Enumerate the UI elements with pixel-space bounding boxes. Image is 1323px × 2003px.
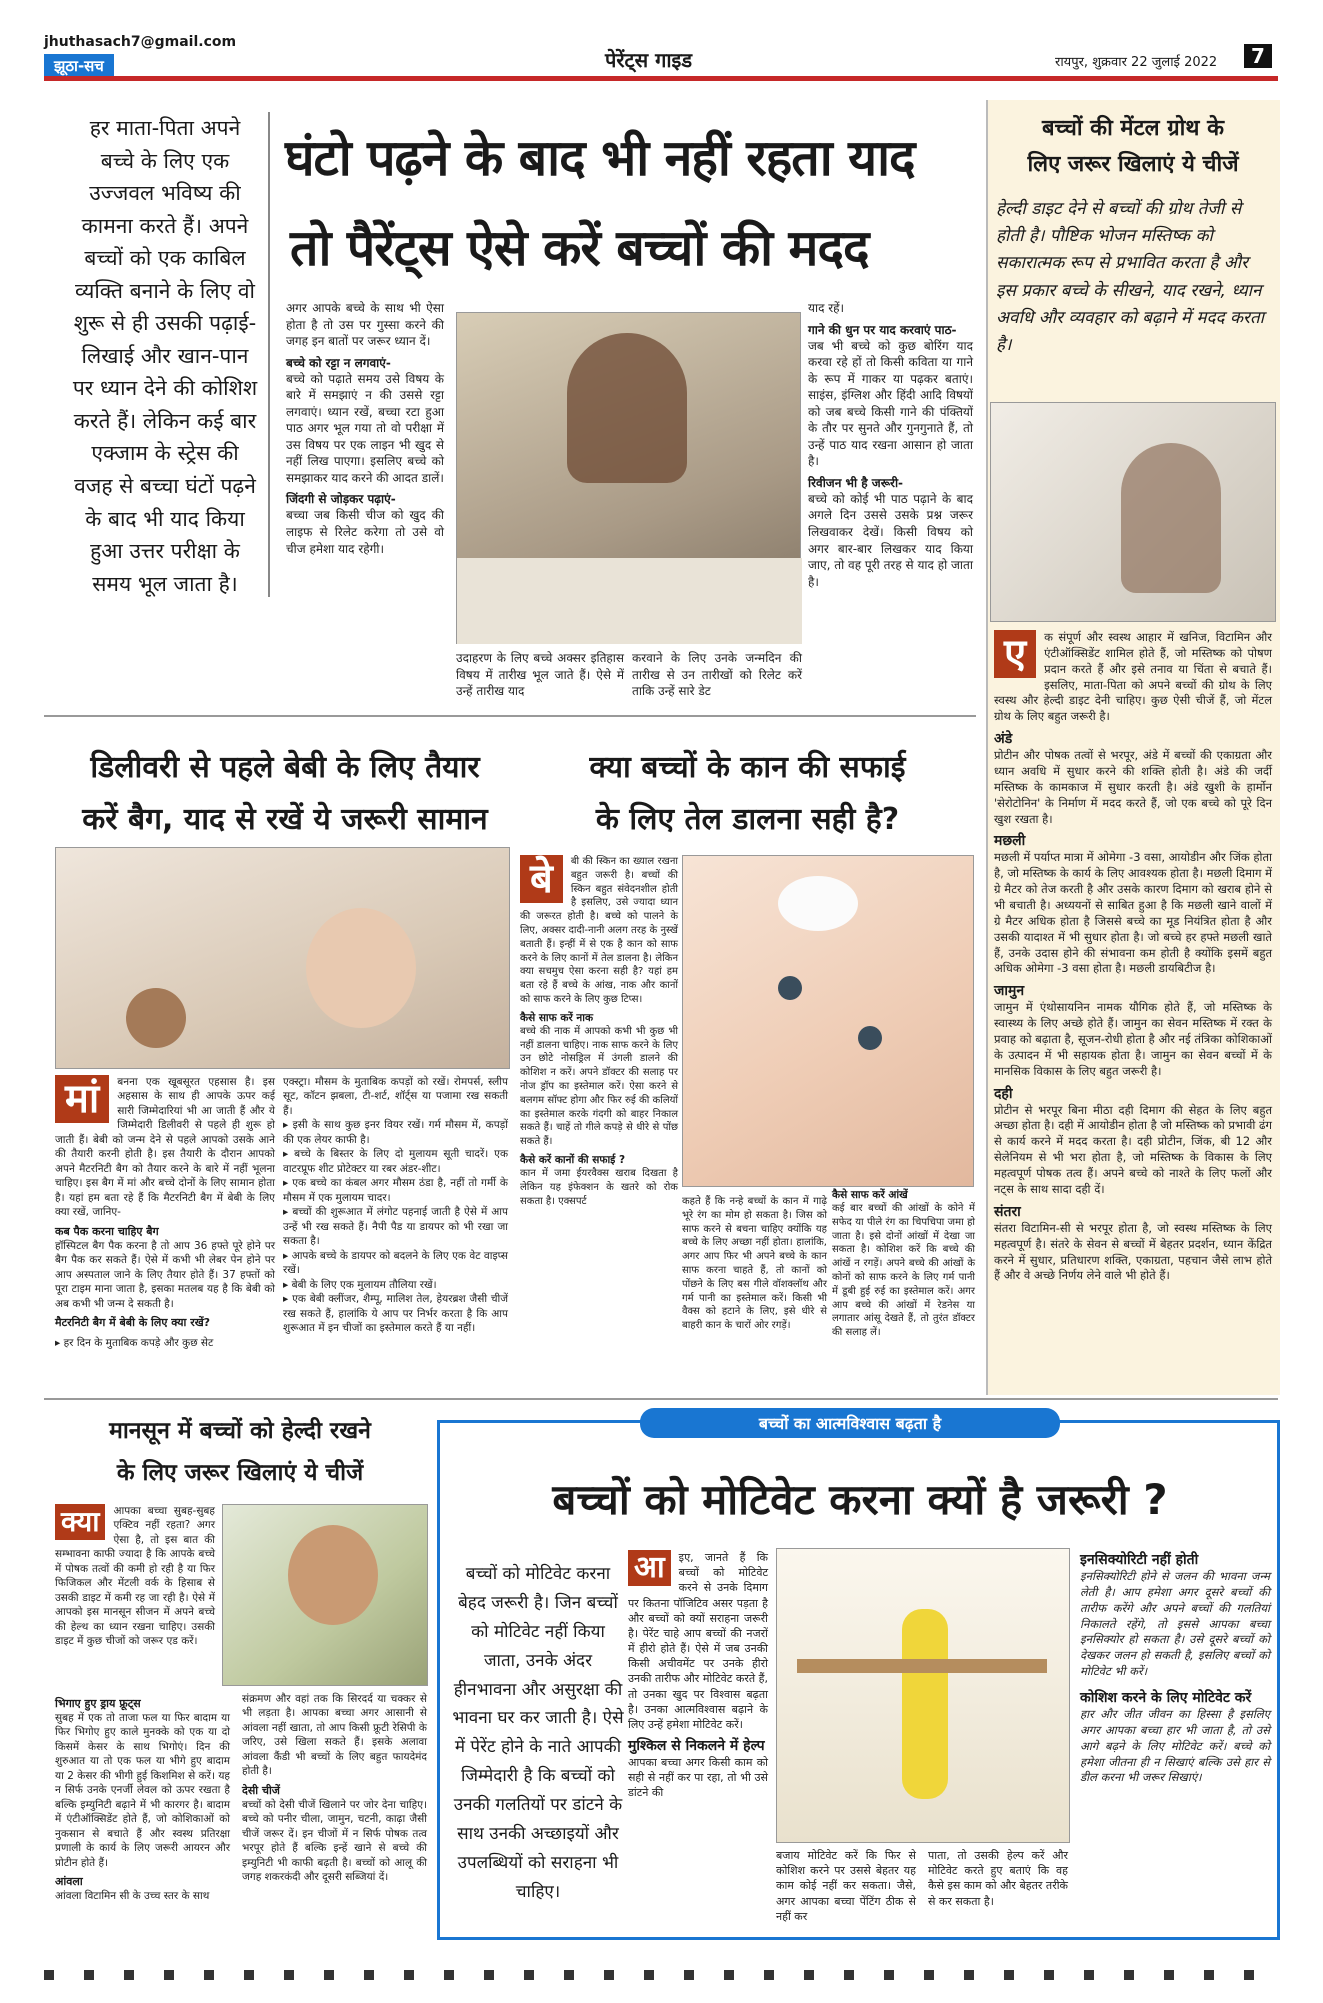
dropcap: आ bbox=[628, 1550, 671, 1586]
subheading: भिगाए हुए ड्राय फ्रूट्स bbox=[55, 1697, 141, 1710]
motivate-col-1 bbox=[628, 1550, 768, 1801]
ear-col-3 bbox=[832, 1188, 975, 1340]
subheading: मैटरनिटी बैग में बेबी के लिए क्या रखें? bbox=[55, 1316, 211, 1330]
monsoon-col-1 bbox=[55, 1504, 270, 1649]
footer-registration-bar bbox=[44, 1970, 1278, 1980]
dropcap: क्या bbox=[55, 1504, 105, 1540]
mental-body bbox=[994, 630, 1272, 1284]
paragraph: मछली में पर्याप्त मात्रा में ओमेगा -3 वसा, आयोडीन और जिंक होता है, जो मस्तिष्क के कार्य के लिए आवश्यक होता है। मछली दिमाग में ग्रे मैटर को तेज करती है और उसके कारण दिमाग को खराब होने से भी बचाती है। अध्ययनों से साबित हुआ है कि मछली खाने वालों में ग्रे मैटर अधिक होता है जिससे बच्चे का मूड नियंत्रित होता है और उसकी यादाश्त में भी सुधार होता है। जो बच्चे हर हफ्ते मछली खाते हैं, उनके उदास होने की संभावना कम होती है क्योंकि इसमें बहुत अधिक ओमेगा -3 वसा होता है। मछली डायबिटीज है। bbox=[994, 850, 1272, 976]
subheading: कब पैक करना चाहिए बैग bbox=[55, 1224, 159, 1238]
photo-desk bbox=[457, 558, 802, 644]
monsoon-headline-2: के लिए जरूर खिलाएं ये चीजें bbox=[116, 1460, 364, 1486]
mental-intro: हेल्दी डाइट देने से बच्चों की ग्रोथ तेजी से होती है। पौष्टिक भोजन मस्तिष्क को सकारात्मक रूप से प्रभावित करता है और इस प्रकार बच्चे के सीखने, याद रखने, ध्यान अवधि और व्यवहार को बढ़ाने में मदद करता है। bbox=[996, 199, 1265, 355]
photo-child bbox=[1121, 443, 1221, 593]
photo-pregnant-woman bbox=[55, 847, 510, 1069]
subheading-fish: मछली bbox=[994, 833, 1026, 850]
dropcap: ए bbox=[994, 630, 1036, 678]
bullet-text: हर दिन के मुताबिक कपड़े और कुछ सेट bbox=[63, 1337, 214, 1350]
lead-headline-2: तो पैरेंट्स ऐसे करें बच्चों की मदद bbox=[290, 219, 869, 277]
photo-eye bbox=[858, 1026, 882, 1050]
paragraph: आपका बच्चा सुबह-सुबह एक्टिव नहीं रहता? अगर ऐसा है, तो इस बात की सम्भावना काफी ज्यादा है कि आपके बच्चे में पोषक तत्वों की कमी हो रही है या फिर फिजिकल और मेंटली वर्क के हिसाब से उसकी डाइट में कमी रह जा रही है। ऐसे में आपको इस मानसून सीजन में अपने बच्चे की हेल्थ का ध्यान रखना चाहिए। उसकी डाइट में कुछ चीजों को जरूर एड करें। bbox=[55, 1505, 215, 1648]
paragraph: याद रहें। bbox=[808, 301, 845, 315]
photo-baby-ear-cleaning bbox=[682, 855, 974, 1187]
page-number: 7 bbox=[1244, 44, 1272, 68]
photo-cotton-pad bbox=[778, 876, 858, 931]
email: jhuthasach7@gmail.com bbox=[44, 34, 237, 50]
bullet-text: एक बच्चे का कंबल अगर मौसम ठंडा है, नहीं तो गर्मी के मौसम में एक मुलायम चादर। bbox=[283, 1177, 508, 1204]
bullet-text: बच्चे के बिस्तर के लिए दो मुलायम सूती चादरें। एक वाटरप्रूफ शीट प्रोटेक्टर या रबर अंडर-शीट। bbox=[283, 1148, 509, 1175]
paragraph: हॉस्पिटल बैग पैक करना है तो आप 36 हफ्ते पूरे होने पर बैग पैक कर सकते हैं। ऐसे में कभी भी लेबर पेन होने पर आप अस्पताल जाने के लिए तैयार होते हैं। 37 हफ्तों को पूरा टाइम माना जाता है, इसका मतलब यह है कि बेबी को अब कभी भी जन्म दे सकती है। bbox=[55, 1239, 275, 1310]
bullet: ▸ बच्चे के बिस्तर के लिए दो मुलायम सूती चादरें। एक वाटरप्रूफ शीट प्रोटेक्टर या रबर अंडर-शीट। bbox=[283, 1148, 509, 1175]
photo-kid-body bbox=[902, 1609, 948, 1799]
bullet: ▸ इसी के साथ कुछ इनर वियर रखें। गर्म मौसम में, कपड़ों की एक लेयर काफी है। bbox=[283, 1119, 509, 1146]
bullet: ▸ बच्चों की शुरूआत में लंगोट पहनाई जाती है ऐसे में आप उन्हें भी रख सकते हैं। नैपी पैड या डायपर को भी रखा जा सकता है। bbox=[283, 1206, 509, 1248]
bag-col-2 bbox=[283, 1075, 508, 1336]
paragraph: प्रोटीन और पोषक तत्वों से भरपूर, अंडे में बच्चों की एकाग्रता और ध्यान अवधि में सुधार करने की शक्ति होती है। अंडे की जर्दी मस्तिष्क के कामकाज में सुधार करती है। अंडे खुशी के हार्मोन 'सेरोटोनिन' के निर्माण में मदद करते हैं, जो एक बच्चे को पूरे दिन खुश रखता है। bbox=[994, 748, 1272, 826]
lead-col-1 bbox=[286, 300, 444, 557]
motivate-col-2: बजाय मोटिवेट करें कि फिर से कोशिश करने पर उससे बेहतर यह काम कोई नहीं कर सकता। जैसे, अगर आपका बच्चा पेंटिंग ठीक से नहीं कर bbox=[776, 1849, 916, 1923]
lower-rule bbox=[44, 1398, 1278, 1400]
subheading: कैसे साफ करें नाक bbox=[520, 1011, 594, 1024]
subheading-jamun: जामुन bbox=[994, 983, 1025, 1000]
subheading-egg: अंडे bbox=[994, 731, 1013, 748]
motivate-col-3: पाता, तो उसकी हेल्प करें और मोटिवेट करते हुए बताएं कि वह कैसे इस काम को और बेहतर तरीके से कर सकता है। bbox=[928, 1849, 1068, 1908]
subheading: आंवला bbox=[55, 1875, 83, 1889]
paragraph: इनसिक्योरिटी होने से जलन की भावना जन्म लेती है। आप हमेशा अगर दूसरे बच्चों की तारीफ करेंगे और अपने बच्चों की गलतियां निकालते रहेंगे, तो इससे आपका बच्चा इनसिक्योर हो सकता है। उसे दूसरे बच्चों को देखकर जलन हो सकती है, इसलिए बच्चों को मोटिवेट भी करें। bbox=[1080, 1569, 1270, 1679]
paragraph: बी की स्किन का ख्याल रखना बहुत जरूरी है। बच्चों की स्किन बहुत संवेदनशील होती है इसलिए, उसे ज्यादा ध्यान की जरूरत होती है। बच्चे को पालने के लिए, अक्सर दादी-नानी अलग तरह के नुस्खें बताती हैं। इन्हीं में से एक है कान को साफ करने के लिए कानों में तेल डालना है। लेकिन क्या सचमुच ऐसा करना सही है? यहां हम बता रहे हैं बच्चे के आंख, नाक और कानों को साफ करने के लिए कुछ टिप्स। bbox=[520, 856, 678, 1005]
motivate-col-4 bbox=[1080, 1550, 1270, 1786]
dropcap: मां bbox=[55, 1075, 109, 1123]
bullet: ▸ एक बेबी क्लींजर, शैम्पू, मालिश तेल, हेयरब्रश जैसी चीजें रख सकते हैं, हालांकि ये आप पर निर्भर करता है कि आप शुरूआत में इन चीजों का इस्तेमाल करते हैं या नहीं। bbox=[283, 1293, 509, 1335]
bullet: ▸ आपके बच्चे के डायपर को बदलने के लिए एक वेट वाइप्स रखें। bbox=[283, 1249, 509, 1277]
subheading-orange: संतरा bbox=[994, 1203, 1021, 1220]
paragraph: संक्रमण और वहां तक कि सिरदर्द या चक्कर से भी लड़ता है। आपका बच्चा अगर आसानी से आंवला नहीं खाता, तो आप किसी फ्रूटी रेसिपी के जरिए, उसे खिला सकते हैं। इसके अलावा आंवला कैंडी भी बच्चों के लिए बहुत फायदेमंद होती है। bbox=[242, 1693, 427, 1778]
paragraph: जामुन में एंथोसायनिन नामक यौगिक होते हैं, जो मस्तिष्क के स्वास्थ्य के लिए अच्छे होते हैं। जामुन का सेवन मस्तिष्क में रक्त के प्रवाह को बढ़ाता है, सूजन-रोधी होता है और नई तंत्रिका कोशिकाओं के उत्पादन में भी सहायक होता है। जामुन का सेवन बच्चों में के मानसिक विकास के लिए बहुत जरूरी है। bbox=[994, 1000, 1272, 1078]
header-rule bbox=[44, 76, 1278, 81]
paragraph: बच्चे की नाक में आपको कभी भी कुछ भी नहीं डालना चाहिए। नाक साफ करने के लिए उन छोटे नोसड्रिल में उंगली डालने की कोशिश न करें। अपने डॉक्टर की सलाह पर नोज ड्रॉप का इस्तेमाल करें। ऐसा करने से बलगम सॉफ्ट होगा और फिर रुई की कलियों का इस्तेमाल करके गंदगी को बाहर निकाल सकते हैं। चाहें तो गीले कपड़े से धीरे से पोंछ सकते हैं। bbox=[520, 1025, 678, 1148]
paragraph: संतरा विटामिन-सी से भरपूर होता है, जो स्वस्थ मस्तिष्क के लिए महत्वपूर्ण है। संतरे के सेवन से बच्चों में बेहतर प्रदर्शन, ध्यान केंद्रित करने में सुधार, प्रतिधारण शक्ति, एकाग्रता, पहचान जैसे लाभ होते हैं और वे अच्छे निर्णय लेने वाले भी होते हैं। bbox=[994, 1220, 1272, 1283]
motivate-kicker: बच्चों का आत्मविश्वास बढ़ता है bbox=[640, 1408, 1060, 1438]
subheading-curd: दही bbox=[994, 1085, 1013, 1102]
ear-headline-1: क्या बच्चों के कान की सफाई bbox=[589, 750, 906, 785]
bullet: ▸ एक बच्चे का कंबल अगर मौसम ठंडा है, नहीं तो गर्मी के मौसम में एक मुलायम चादर। bbox=[283, 1177, 508, 1204]
bag-headline-2: करें बैग, याद से रखें ये जरूरी सामान bbox=[82, 802, 488, 837]
bullet-text: इसी के साथ कुछ इनर वियर रखें। गर्म मौसम में, कपड़ों की एक लेयर काफी है। bbox=[283, 1119, 509, 1146]
mid-rule bbox=[44, 715, 976, 717]
monsoon-col-1b bbox=[55, 1692, 230, 1904]
sidebar-divider bbox=[268, 112, 270, 597]
subheading: मुश्किल से निकलने में हेल्प bbox=[628, 1738, 765, 1755]
photo-teddy bbox=[126, 988, 186, 1048]
paragraph: क संपूर्ण और स्वस्थ आहार में खनिज, विटामिन और एंटीऑक्सिडेंट शामिल होते हैं, जो मस्तिष्क को पोषण प्रदान करते हैं और इसे तनाव या चिंता से बचाते हैं। इसलिए, माता-पिता को अपने बच्चों की ग्रोथ के लिए स्वस्थ और हेल्दी डाइट देनी चाहिए। कुछ ऐसी चीजें हैं, जो मेंटल ग्रोथ के लिए बहुत जरूरी है। bbox=[994, 630, 1272, 724]
photo-figure bbox=[567, 333, 687, 483]
mental-headline-2: लिए जरूर खिलाएं ये चीजें bbox=[1027, 152, 1239, 177]
subheading: रिवीजन भी है जरूरी- bbox=[808, 475, 904, 490]
mental-headline-1: बच्चों की मेंटल ग्रोथ के bbox=[1042, 116, 1224, 141]
paragraph: बनना एक खूबसूरत एहसास है। इस अहसास के साथ ही आपके ऊपर कई सारी जिम्मेदारियां भी आ जाती हैं और ये जिम्मेदारी डिलीवरी से पहले ही शुरू हो जाती हैं। बेबी को जन्म देने से पहले आपको उसके आने की तैयारी करनी होती है। इस तैयारी के दौरान आपको अपने मैटरनिटी बैग को तैयार करने के बारे में नहीं भूलना चाहिए। इस बैग में मां और बच्चे दोनों के लिए सामान होता है। यहां हम बता रहे हैं कि मैटरनिटी बैग में बेबी के लिए क्या रखें, जानिए- bbox=[55, 1076, 275, 1219]
bag-headline-1: डिलीवरी से पहले बेबी के लिए तैयार bbox=[90, 750, 480, 785]
photo-eye bbox=[778, 976, 802, 1000]
subheading: देसी चीजें bbox=[242, 1783, 280, 1797]
photo-toddler-eating bbox=[990, 402, 1276, 622]
section-name: पेरेंट्स गाइड bbox=[605, 48, 693, 72]
brand-logo: झूठा-सच bbox=[44, 54, 114, 78]
subheading: कोशिश करने के लिए मोटिवेट करें bbox=[1080, 1690, 1252, 1707]
dropcap: बे bbox=[520, 855, 563, 903]
photo-boy-face bbox=[288, 1525, 378, 1625]
paragraph: अगर आपके बच्चे के साथ भी ऐसा होता है तो उस पर गुस्सा करने की जगह इन बातों पर जरूर ध्यान दें। bbox=[286, 301, 444, 349]
paragraph: सुबह में एक तो ताजा फल या फिर बादाम या फिर भिगोए हुए काले मुनक्के को एक या दो किसमें केसर के साथ भिगोएं। दिन की शुरुआत या तो एक फल या भीगे हुए बादाम या 2 केसर की भीगी हुई किशमिश से करें। यह न सिर्फ उनके एनर्जी लेवल को ऊपर रखता है बल्कि इम्युनिटी बढ़ाने में भी कारगर है। बादाम में एंटीऑक्सिडेंट होते हैं, जो कोशिकाओं को नुकसान से बचाते हैं और स्वस्थ प्रतिरक्षा प्रणाली के कार्य के लिए जरूरी आयरन और प्रोटीन होते हैं। bbox=[55, 1712, 230, 1869]
photo-wing bbox=[797, 1659, 1047, 1673]
monsoon-col-2 bbox=[242, 1692, 427, 1885]
dateline: रायपुर, शुक्रवार 22 जुलाई 2022 bbox=[1055, 55, 1218, 70]
bullet: ▸ बेबी के लिए एक मुलायम तौलिया रखें। bbox=[283, 1278, 437, 1291]
paragraph: आपका बच्चा अगर किसी काम को सही से नहीं कर पा रहा, तो भी उसे डांटने की bbox=[628, 1756, 768, 1800]
lead-headline-1: घंटो पढ़ने के बाद भी नहीं रहता याद bbox=[285, 129, 915, 187]
photo-child-jetpack bbox=[776, 1548, 1070, 1843]
paragraph: इए, जानते हैं कि बच्चों को मोटिवेट करने से उनके दिमाग पर कितना पॉजिटिव असर पड़ता है और बच्चों को क्यों सराहना जरूरी है। पेरेंट चाहे आप बच्चों की नजरों में हीरो होते हैं। ऐसे में जब उनकी किसी अचीवमेंट पर उनके हीरो उनकी तारीफ और मोटिवेट करते हैं, तो उनका खुद पर विश्वास बढ़ता है। उनका आत्मविश्वास बढ़ाने के लिए उन्हें हमेशा मोटिवेट करें। bbox=[628, 1551, 768, 1731]
subheading: इनसिक्योरिटी नहीं होती bbox=[1080, 1552, 1199, 1568]
subheading: जिंदगी से जोड़कर पढ़ाएं- bbox=[286, 492, 396, 507]
under-photo-col-a: उदाहरण के लिए बच्चे अक्सर इतिहास विषय में तारीख भूल जाते हैं। ऐसे में उन्हें तारीख याद bbox=[456, 651, 624, 699]
monsoon-headline-1: मानसून में बच्चों को हेल्दी रखने bbox=[109, 1418, 371, 1444]
paragraph: एक्स्ट्रा। मौसम के मुताबिक कपड़ों को रखें। रोमपर्स, स्लीप सूट, कॉटन झबला, टी-शर्ट, शॉर्ट्स या पजामा रख सकती हैं। bbox=[283, 1076, 508, 1117]
paragraph: हार और जीत जीवन का हिस्सा है इसलिए अगर आपका बच्चा हार भी जाता है, तो उसे आगे बढ़ने के लिए मोटिवेट करें। बच्चे को हमेशा जीतना ही न सिखाएं बल्कि उसे हार से डील करना भी जरूर सिखाएं। bbox=[1080, 1707, 1270, 1785]
ear-col-2: कहते हैं कि नन्हे बच्चों के कान में गाढ़े भूरे रंग का मोम हो सकता है। जिस को साफ करने से बचना चाहिए क्योंकि यह बच्चे के लिए अच्छा नहीं होता। हालांकि, अगर आप फिर भी अपने बच्चे के कान साफ करना चाहते हैं, तो कानों को पोंछने के लिए बस गीले वॉशक्लॉथ और गर्म पानी का इस्तेमाल करें। किसी भी वैक्स को हटाने के लिए, इसे धीरे से बाहरी कान के चारों ओर रगड़ें। bbox=[682, 1196, 827, 1332]
motivate-headline: बच्चों को मोटिवेट करना क्यों है जरूरी ? bbox=[552, 1475, 1168, 1524]
subheading: बच्चे को रट्टा न लगवाएं- bbox=[286, 355, 391, 370]
paragraph: बच्चे को कोई भी पाठ पढ़ाने के बाद अगले दिन उससे उसके प्रश्न जरूर लिखवाकर देखें। किसी विषय को अगर बार-बार लिखकर याद किया जाए, तो वह पूरी तरह से याद हो जाता है। bbox=[808, 491, 973, 589]
paragraph: प्रोटीन से भरपूर बिना मीठा दही दिमाग की सेहत के लिए बहुत अच्छा होता है। दही में आयोडीन होता है जो मस्तिष्क को प्रभावी ढंग से कार्य करने में मदद करता है। दही प्रोटीन, जिंक, बी 12 और सेलेनियम से भी भरा होता है, जो मस्तिष्क के विकास के लिए महत्वपूर्ण पोषक तत्व हैं। अपने बच्चे को नाश्ते के लिए फलों और नट्स के साथ सादा दही दें। bbox=[994, 1102, 1272, 1196]
ear-col-1 bbox=[520, 855, 678, 1208]
paragraph: कई बार बच्चों की आंखों के कोने में सफेद या पीले रंग का चिपचिपा जमा हो जाता है। इसे दोनों आंखों में देखा जा सकता है। कोशिश करें कि बच्चे की आंखें न रगड़ें। अपने बच्चे की आंखों के कोनों को साफ करने के लिए गर्म पानी में डूबी हुई रुई का इस्तेमाल करें। अगर आप बच्चे की आंखों में रेडनेस या लगातार आंसू देखते हैं, तो तुरंत डॉक्टर की सलाह लें। bbox=[832, 1203, 975, 1339]
bullet-text: बेबी के लिए एक मुलायम तौलिया रखें। bbox=[291, 1278, 437, 1291]
bullet: ▸ हर दिन के मुताबिक कपड़े और कुछ सेट bbox=[55, 1337, 214, 1350]
subheading: गाने की धुन पर याद करवाएं पाठ- bbox=[808, 322, 957, 337]
bullet-text: आपके बच्चे के डायपर को बदलने के लिए एक वेट वाइप्स रखें। bbox=[283, 1249, 509, 1277]
ear-headline-2: के लिए तेल डालना सही है? bbox=[595, 802, 900, 837]
photo-belly bbox=[306, 908, 416, 1028]
lead-sidebar: हर माता-पिता अपने बच्चे के लिए एक उज्जवल भविष्य की कामना करते हैं। अपने बच्चों को एक काबिल व्यक्ति बनाने के लिए वो शुरू से ही उसकी पढ़ाई-लिखाई और खान-पान पर ध्यान देने की कोशिश करते हैं। लेकिन कई बार एक्जाम के स्ट्रेस की वजह से बच्चा घंटों पढ़ने के बाद भी याद किया हुआ उत्तर परीक्षा के समय भूल जाता है। bbox=[72, 116, 258, 596]
paragraph: जब भी बच्चे को कुछ बोरिंग याद करवा रहे हों तो किसी कविता या गाने के रूप में गाकर या पढ़कर बताएं। साइंस, इंग्लिश और हिंदी आदि विषयों को जब बच्चे किसी गाने की पंक्तियों के तौर पर सुनते और गुनगुनाते हैं, तो उन्हें पाठ याद रखना आसान हो जाता है। bbox=[808, 338, 973, 469]
subheading: कैसे साफ करें आंखें bbox=[832, 1189, 908, 1201]
photo-tired-student bbox=[456, 312, 801, 644]
under-photo-col-b: करवाने के लिए उनके जन्मदिन की तारीख से उन तारीखों को रिलेट करें ताकि उन्हें सारे डेट bbox=[632, 651, 802, 699]
paragraph: बच्चों को देसी चीजें खिलाने पर जोर देना चाहिए। बच्चे को पनीर चीला, जामुन, चटनी, काढ़ा जैसी चीजें जरूर दें। इन चीजों में न सिर्फ पोषक तत्व भरपूर होते हैं बल्कि इन्हें खाने से बच्चे की इम्युनिटी भी काफी बढ़ती है। बच्चों को आलू की जगह शकरकंदी और दूसरी सब्जियां दें। bbox=[242, 1798, 427, 1884]
paragraph: आंवला विटामिन सी के उच्च स्तर के साथ bbox=[55, 1890, 210, 1903]
bullet-text: एक बेबी क्लींजर, शैम्पू, मालिश तेल, हेयरब्रश जैसी चीजें रख सकते हैं, हालांकि ये आप पर निर्भर करता है कि आप शुरूआत में इन चीजों का इस्तेमाल करते हैं या नहीं। bbox=[283, 1293, 509, 1335]
paragraph: कान में जमा ईयरवैक्स खराब दिखता है लेकिन यह इंफेक्शन के खतरे को रोक सकता है। एक्सपर्ट bbox=[520, 1167, 678, 1207]
paragraph: बच्चा जब किसी चीज को खुद की लाइफ से रिलेट करेगा तो उसे वो चीज हमेशा याद रहेगी। bbox=[286, 508, 444, 556]
paragraph: बच्चे को पढ़ाते समय उसे विषय के बारे में समझाएं न की उससे रट्टा लगवाएं। ध्यान रखें, बच्चा रटा हुआ पाठ अगर भूल गया तो वो परीक्षा में उस विषय पर एक लाइन भी खुद से नहीं लिख पाएगा। इसलिए बच्चे को समझाकर याद करने की आदत डालें। bbox=[286, 371, 444, 485]
bag-col-1 bbox=[55, 1075, 275, 1351]
motivate-pull: बच्चों को मोटिवेट करना बेहद जरूरी है। जिन बच्चों को मोटिवेट नहीं किया जाता, उनके अंदर हीनभावना और असुरक्षा की भावना घर कर जाती है। ऐसे में पेरेंट होने के नाते आपकी जिम्मेदारी है कि बच्चों को उनकी गलतियों पर डांटने के साथ उनकी अच्छाइयों और उपलब्धियों को सराहना भी चाहिए। bbox=[452, 1564, 624, 1902]
subheading: कैसे करें कानों की सफाई ? bbox=[520, 1153, 626, 1166]
lead-col-3 bbox=[808, 300, 973, 590]
bullet-text: बच्चों की शुरूआत में लंगोट पहनाई जाती है ऐसे में आप उन्हें भी रख सकते हैं। नैपी पैड या डायपर को भी रखा जा सकता है। bbox=[283, 1206, 509, 1248]
